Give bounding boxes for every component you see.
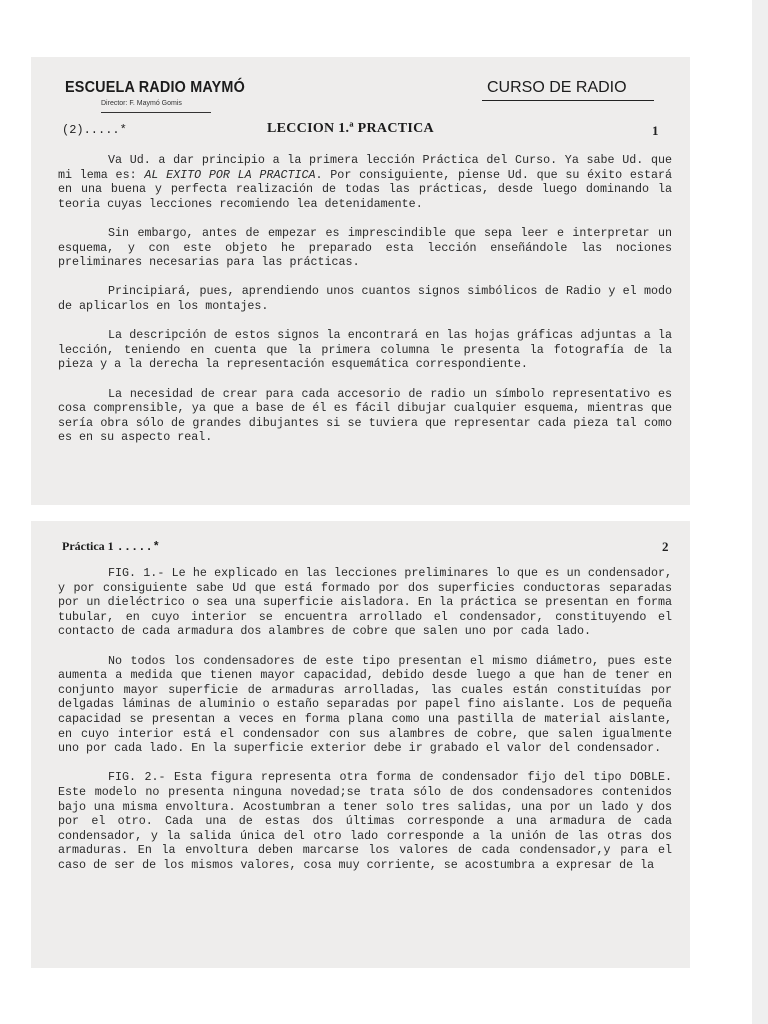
- course-underline: [482, 100, 654, 101]
- practice-label-text: Práctica 1: [62, 539, 114, 553]
- motto: AL EXITO POR LA PRACTICA: [144, 167, 316, 182]
- practice-label: [62, 539, 160, 554]
- lesson-reference: (2).....*: [62, 123, 127, 137]
- lesson-body: [58, 566, 672, 887]
- paragraph: FIG. 1.- Le he explicado en las lecciones preliminares lo que es un condensador, y por consiguiente sabe Ud que está formado por dos superficies conductoras separadas por un dieléctrico o sea una superficie aisladora. En la práctica se presentan en forma tubular, en cuyo interior se encuentra arrollado el condensador, constituyendo el contacto de cada armadura dos alambres de cobre que salen uno por cada lado.: [58, 566, 672, 639]
- paragraph-text: . Por consiguiente, piense Ud. que su éxito estará en una buena y perfecta realización de todas las prácticas, desde luego dominando la teoria cuyas lecciones recomiendo lea detenidamente.: [58, 167, 672, 211]
- paragraph: [58, 153, 672, 211]
- document-page-1: [31, 57, 690, 505]
- lesson-body: [58, 153, 672, 459]
- page-number: 2: [662, 539, 669, 554]
- paragraph-text: Va Ud. a dar principio a la primera lección Práctica del Curso. Ya sabe Ud. que mi lema es:: [58, 153, 672, 182]
- school-name: ESCUELA RADIO MAYMÓ: [65, 79, 245, 96]
- paragraph: FIG. 2.- Esta figura representa otra forma de condensador fijo del tipo DOBLE. Este modelo no presenta ninguna novedad;se trata sólo de dos condensadores contenidos bajo una misma envoltura. Acostumbran a tener solo tres salidas, una por un lado y dos por el otro. Cada una de estas dos últimas corresponde a una armadura de cada condensador, y la salida única del otro lado corresponde a la unión de las otras dos armaduras. En la envoltura deben marcarse los valores de cada condensador,y para el caso de ser de los mismos valores, cosa muy corriente, se acostumbra a expresar de la: [58, 770, 672, 872]
- practice-label-dots: .....*: [116, 540, 160, 554]
- director-underline: [101, 112, 211, 113]
- scrollbar[interactable]: [752, 0, 768, 1024]
- paragraph: Principiará, pues, aprendiendo unos cuantos signos simbólicos de Radio y el modo de aplicarlos en los montajes.: [58, 284, 672, 313]
- course-title: CURSO DE RADIO: [487, 79, 627, 96]
- page-number: 1: [652, 123, 659, 138]
- paragraph: La necesidad de crear para cada accesorio de radio un símbolo representativo es cosa comprensible, ya que a base de él es fácil dibujar cualquier esquema, mientras que sería obra sólo de grandes dibujantes si se tuviera que representar cada pieza tal como es en su aspecto real.: [58, 386, 672, 445]
- paragraph: Sin embargo, antes de empezar es imprescindible que sepa leer e interpretar un esquema, y con este objeto he preparado esta lección enseñándole las nociones preliminares necesarias para las prácticas.: [58, 225, 672, 270]
- paragraph: La descripción de estos signos la encontrará en las hojas gráficas adjuntas a la lección, teniendo en cuenta que la primera columna le presenta la fotografía de la pieza y a la derecha la representación esquemática correspondiente.: [58, 328, 672, 372]
- lesson-title: LECCION 1.ª PRACTICA: [267, 121, 434, 136]
- director-line: Director: F. Maymó Gomis: [101, 100, 182, 107]
- paragraph: No todos los condensadores de este tipo presentan el mismo diámetro, pues este aumenta a medida que tienen mayor capacidad, debido desde luego a que han de tener en conjunto mayor superficie de armaduras arrolladas, las cuales están constituídas por delgadas láminas de aluminio o estaño separadas por papel fino aislante. Los de pequeña capacidad se presentan a veces en forma plana como una pastilla de material aislante, en cuyo interior está el condensador con sus alambres de cobre, que salen igualmente uno por cada lado. En la superficie exterior debe ir grabado el valor del condensador.: [58, 653, 672, 756]
- document-page-2: [31, 521, 690, 968]
